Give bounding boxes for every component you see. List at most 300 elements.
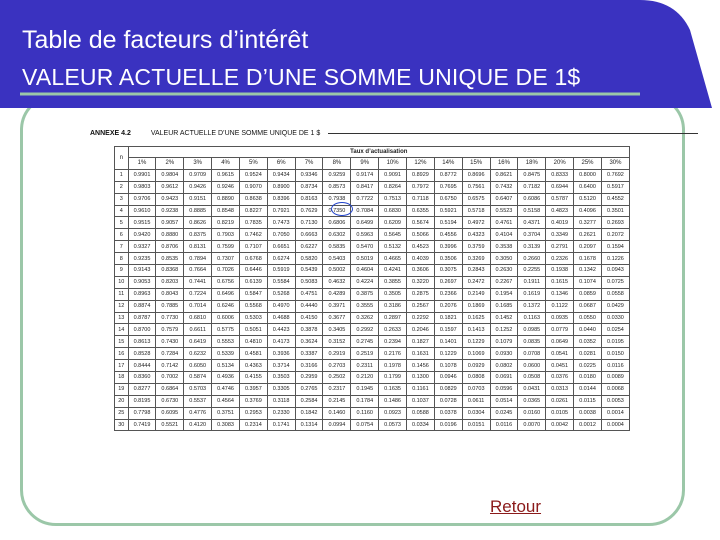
factor-cell: 0.9434	[267, 169, 295, 181]
factor-cell: 0.5553	[212, 336, 240, 348]
factor-cell: 0.1784	[351, 395, 379, 407]
factor-cell: 0.2097	[574, 241, 602, 253]
factor-cell: 0.2633	[379, 324, 407, 336]
factor-cell: 0.0089	[601, 372, 629, 384]
table-row	[115, 372, 630, 384]
rate-header-cell: 30%	[601, 158, 629, 170]
factor-cell: 0.0004	[601, 419, 629, 431]
factor-cell: 0.3152	[323, 336, 351, 348]
rate-header-cell: 1%	[128, 158, 156, 170]
factor-cell: 0.0930	[490, 348, 518, 360]
factor-cell: 0.4746	[212, 383, 240, 395]
factor-cell: 0.0014	[601, 407, 629, 419]
factor-cell: 0.1074	[574, 276, 602, 288]
factor-cell: 0.2697	[434, 276, 462, 288]
factor-cell: 0.0808	[462, 372, 490, 384]
factor-cell: 0.9143	[128, 265, 156, 277]
rate-header-cell: 14%	[434, 158, 462, 170]
factor-cell: 0.0195	[601, 336, 629, 348]
factor-cell: 0.8203	[156, 276, 184, 288]
retour-link[interactable]: Retour	[490, 497, 542, 516]
factor-cell: 0.3118	[267, 395, 295, 407]
period-cell: 10	[115, 276, 129, 288]
factor-cell: 0.0070	[518, 419, 546, 431]
factor-cell: 0.1078	[434, 360, 462, 372]
factor-cell: 0.1401	[434, 336, 462, 348]
factor-cell: 0.6499	[351, 217, 379, 229]
factor-cell: 0.7692	[601, 169, 629, 181]
factor-cell: 0.2660	[518, 253, 546, 265]
factor-cell: 0.5002	[323, 265, 351, 277]
period-cell: 17	[115, 360, 129, 372]
factor-cell: 0.5051	[239, 324, 267, 336]
factor-cell: 0.0779	[546, 324, 574, 336]
title-band	[0, 0, 712, 108]
factor-cell: 0.1945	[351, 383, 379, 395]
factor-cell: 0.1869	[462, 300, 490, 312]
factor-cell: 0.2311	[351, 360, 379, 372]
annex-header	[90, 130, 698, 137]
factor-cell: 0.4440	[295, 300, 323, 312]
table-row	[115, 253, 630, 265]
period-cell: 30	[115, 419, 129, 431]
factor-cell: 0.7432	[490, 181, 518, 193]
factor-cell: 0.9426	[184, 181, 212, 193]
factor-cell: 0.0994	[323, 419, 351, 431]
factor-cell: 0.8734	[295, 181, 323, 193]
factor-cell: 0.1685	[490, 300, 518, 312]
factor-cell: 0.5919	[267, 265, 295, 277]
factor-cell: 0.6274	[267, 253, 295, 265]
factor-cell: 0.7441	[184, 276, 212, 288]
factor-cell: 0.5847	[239, 288, 267, 300]
factor-cell: 0.0508	[518, 372, 546, 384]
factor-cell: 0.0378	[434, 407, 462, 419]
factor-cell: 0.7350	[323, 205, 351, 217]
factor-cell: 0.2255	[518, 265, 546, 277]
factor-cell: 0.6810	[184, 312, 212, 324]
factor-cell: 0.8264	[379, 181, 407, 193]
factor-cell: 0.4155	[239, 372, 267, 384]
factor-cell: 0.0573	[379, 419, 407, 431]
factor-cell: 0.6496	[212, 288, 240, 300]
factor-cell: 0.0929	[462, 360, 490, 372]
table-row	[115, 217, 630, 229]
rate-header-cell: 10%	[379, 158, 407, 170]
factor-cell: 0.8880	[156, 229, 184, 241]
factor-cell: 0.6095	[156, 407, 184, 419]
factor-cell: 0.8874	[128, 300, 156, 312]
rate-header-cell: 18%	[518, 158, 546, 170]
annex-title: VALEUR ACTUELLE D’UNE SOMME UNIQUE DE 1 $	[150, 130, 321, 137]
factor-cell: 0.9057	[156, 217, 184, 229]
factor-cell: 0.6139	[239, 276, 267, 288]
factor-cell: 0.2149	[462, 288, 490, 300]
factor-cell: 0.2791	[546, 241, 574, 253]
factor-cell: 0.0038	[574, 407, 602, 419]
factor-cell: 0.7026	[212, 265, 240, 277]
factor-cell: 0.1821	[434, 312, 462, 324]
table-row	[115, 419, 630, 431]
period-cell: 2	[115, 181, 129, 193]
factor-cell: 0.0151	[462, 419, 490, 431]
factor-cell: 0.9804	[156, 169, 184, 181]
table-row	[115, 336, 630, 348]
factor-cell: 0.3971	[323, 300, 351, 312]
factor-cell: 0.0440	[574, 324, 602, 336]
factor-cell: 0.1314	[295, 419, 323, 431]
factor-cell: 0.0451	[546, 360, 574, 372]
factor-cell: 0.7118	[407, 193, 435, 205]
rate-header-row	[115, 158, 630, 170]
factor-cell: 0.2693	[601, 217, 629, 229]
factor-cell: 0.1163	[518, 312, 546, 324]
factor-cell: 0.0254	[601, 324, 629, 336]
table-row	[115, 395, 630, 407]
factor-cell: 0.1229	[434, 348, 462, 360]
factor-cell: 0.5674	[407, 217, 435, 229]
factor-cell: 0.8573	[323, 181, 351, 193]
factor-cell: 0.8900	[267, 181, 295, 193]
factor-cell: 0.4823	[546, 205, 574, 217]
factor-cell: 0.5921	[434, 205, 462, 217]
factor-cell: 0.6663	[295, 229, 323, 241]
factor-cell: 0.0042	[546, 419, 574, 431]
factor-cell: 0.2843	[462, 265, 490, 277]
factor-cell: 0.6750	[434, 193, 462, 205]
factor-cell: 0.1954	[490, 288, 518, 300]
period-cell: 4	[115, 205, 129, 217]
factor-cell: 0.5775	[212, 324, 240, 336]
factor-cell: 0.4019	[546, 217, 574, 229]
period-cell: 12	[115, 300, 129, 312]
slide-subtitle: VALEUR ACTUELLE D’UNE SOMME UNIQUE DE 1$	[22, 64, 581, 90]
factor-cell: 0.8131	[184, 241, 212, 253]
factor-cell: 0.6400	[574, 181, 602, 193]
factor-cell: 0.0225	[574, 360, 602, 372]
factor-cell: 0.7835	[239, 217, 267, 229]
table-row	[115, 300, 630, 312]
factor-cell: 0.8163	[295, 193, 323, 205]
factor-cell: 0.8360	[128, 372, 156, 384]
rate-header-cell: 5%	[239, 158, 267, 170]
interest-factor-table-image	[86, 128, 630, 466]
factor-cell: 0.7903	[212, 229, 240, 241]
factor-cell: 0.1452	[490, 312, 518, 324]
factor-cell: 0.0115	[574, 395, 602, 407]
factor-cell: 0.9070	[239, 181, 267, 193]
highlight-circle	[331, 202, 353, 216]
factor-cell: 0.5470	[351, 241, 379, 253]
factor-cell: 0.4688	[267, 312, 295, 324]
factor-cell: 0.0261	[546, 395, 574, 407]
factor-cell: 0.2046	[407, 324, 435, 336]
factor-cell: 0.1911	[518, 276, 546, 288]
factor-cell: 0.1300	[407, 372, 435, 384]
factor-cell: 0.9259	[323, 169, 351, 181]
factor-cell: 0.6232	[184, 348, 212, 360]
factor-cell: 0.5403	[323, 253, 351, 265]
factor-cell: 0.5303	[239, 312, 267, 324]
factor-cell: 0.3305	[267, 383, 295, 395]
factor-cell: 0.3704	[518, 229, 546, 241]
factor-cell: 0.2745	[351, 336, 379, 348]
factor-cell: 0.6209	[379, 217, 407, 229]
factor-cell: 0.4604	[351, 265, 379, 277]
factor-cell: 0.8333	[546, 169, 574, 181]
factor-cell: 0.8000	[574, 169, 602, 181]
period-cell: 15	[115, 336, 129, 348]
factor-cell: 0.3349	[546, 229, 574, 241]
factor-cell: 0.1226	[601, 253, 629, 265]
annex-label: ANNEXE 4.2	[90, 130, 131, 137]
factor-cell: 0.6355	[407, 205, 435, 217]
factor-cell: 0.7722	[351, 193, 379, 205]
factor-cell: 0.0611	[462, 395, 490, 407]
factor-cell: 0.1938	[546, 265, 574, 277]
factor-cell: 0.3714	[267, 360, 295, 372]
slide-title: Table de facteurs d’intérêt	[22, 26, 309, 54]
factor-cell: 0.3996	[434, 241, 462, 253]
table-row	[115, 241, 630, 253]
factor-cell: 0.6246	[212, 300, 240, 312]
factor-cell: 0.7462	[239, 229, 267, 241]
factor-cell: 0.8548	[212, 205, 240, 217]
factor-cell: 0.2176	[379, 348, 407, 360]
factor-cell: 0.4581	[239, 348, 267, 360]
factor-cell: 0.1160	[351, 407, 379, 419]
factor-cell: 0.2326	[546, 253, 574, 265]
factor-cell: 0.0012	[574, 419, 602, 431]
factor-cell: 0.0835	[518, 336, 546, 348]
factor-cell: 0.0935	[546, 312, 574, 324]
table-row	[115, 312, 630, 324]
factor-cell: 0.7473	[267, 217, 295, 229]
factor-cell: 0.6575	[462, 193, 490, 205]
factor-cell: 0.1342	[574, 265, 602, 277]
factor-cell: 0.1456	[407, 360, 435, 372]
factor-cell: 0.7142	[156, 360, 184, 372]
factor-cell: 0.2267	[490, 276, 518, 288]
factor-cell: 0.0923	[379, 407, 407, 419]
rate-header-cell: 4%	[212, 158, 240, 170]
factor-cell: 0.2621	[574, 229, 602, 241]
factor-cell: 0.2292	[407, 312, 435, 324]
factor-cell: 0.9327	[128, 241, 156, 253]
factor-cell: 0.3166	[295, 360, 323, 372]
factor-cell: 0.7664	[184, 265, 212, 277]
factor-cell: 0.3677	[323, 312, 351, 324]
factor-cell: 0.2875	[407, 288, 435, 300]
factor-cell: 0.5019	[351, 253, 379, 265]
factor-cell: 0.3075	[434, 265, 462, 277]
factor-cell: 0.9709	[184, 169, 212, 181]
factor-cell: 0.2502	[323, 372, 351, 384]
factor-cell: 0.8535	[156, 253, 184, 265]
factor-cell: 0.6768	[239, 253, 267, 265]
factor-cell: 0.2992	[351, 324, 379, 336]
period-cell: 8	[115, 253, 129, 265]
factor-cell: 0.9612	[156, 181, 184, 193]
factor-cell: 0.8626	[184, 217, 212, 229]
period-cell: 14	[115, 324, 129, 336]
factor-cell: 0.1346	[546, 288, 574, 300]
factor-cell: 0.1615	[546, 276, 574, 288]
factor-cell: 0.8528	[128, 348, 156, 360]
factor-cell: 0.4564	[212, 395, 240, 407]
factor-cell: 0.8787	[128, 312, 156, 324]
factor-cell: 0.5645	[379, 229, 407, 241]
factor-cell: 0.6006	[212, 312, 240, 324]
factor-cell: 0.7002	[156, 372, 184, 384]
period-cell: 18	[115, 372, 129, 384]
factor-cell: 0.2314	[239, 419, 267, 431]
factor-cell: 0.5917	[601, 181, 629, 193]
factor-cell: 0.0068	[601, 383, 629, 395]
factor-cell: 0.4120	[184, 419, 212, 431]
factor-cell: 0.9053	[128, 276, 156, 288]
factor-cell: 0.0558	[601, 288, 629, 300]
factor-cell: 0.2703	[323, 360, 351, 372]
factor-cell: 0.0725	[601, 276, 629, 288]
factor-cell: 0.9803	[128, 181, 156, 193]
factor-cell: 0.2953	[239, 407, 267, 419]
factor-cell: 0.3220	[407, 276, 435, 288]
factor-cell: 0.3139	[518, 241, 546, 253]
factor-cell: 0.8396	[267, 193, 295, 205]
factor-cell: 0.4363	[239, 360, 267, 372]
factor-cell: 0.0541	[546, 348, 574, 360]
factor-cell: 0.3624	[295, 336, 323, 348]
factor-cell: 0.2630	[490, 265, 518, 277]
factor-cell: 0.1486	[379, 395, 407, 407]
factor-cell: 0.8043	[156, 288, 184, 300]
factor-cell: 0.7182	[518, 181, 546, 193]
rate-header-cell: 3%	[184, 158, 212, 170]
factor-table	[114, 146, 630, 431]
factor-cell: 0.6864	[156, 383, 184, 395]
factor-cell: 0.2076	[434, 300, 462, 312]
factor-cell: 0.0754	[351, 419, 379, 431]
factor-cell: 0.8475	[518, 169, 546, 181]
factor-cell: 0.0514	[490, 395, 518, 407]
factor-cell: 0.6407	[490, 193, 518, 205]
factor-cell: 0.0802	[490, 360, 518, 372]
factor-cell: 0.6944	[546, 181, 574, 193]
factor-cell: 0.5158	[518, 205, 546, 217]
factor-cell: 0.7513	[379, 193, 407, 205]
factor-cell: 0.9524	[239, 169, 267, 181]
factor-cell: 0.7894	[184, 253, 212, 265]
rate-header-cell: 12%	[407, 158, 435, 170]
factor-cell: 0.7730	[156, 312, 184, 324]
factor-cell: 0.5268	[267, 288, 295, 300]
period-cell: 16	[115, 348, 129, 360]
factor-cell: 0.6086	[518, 193, 546, 205]
factor-cell: 0.0596	[490, 383, 518, 395]
factor-cell: 0.1079	[490, 336, 518, 348]
factor-cell: 0.9423	[156, 193, 184, 205]
table-row	[115, 205, 630, 217]
factor-cell: 0.4761	[490, 217, 518, 229]
factor-cell: 0.4632	[323, 276, 351, 288]
group-header: Taux d’actualisation	[128, 147, 629, 158]
factor-cell: 0.1037	[407, 395, 435, 407]
factor-cell: 0.5083	[295, 276, 323, 288]
table-row	[115, 324, 630, 336]
factor-cell: 0.0053	[601, 395, 629, 407]
factor-cell: 0.0588	[407, 407, 435, 419]
table-row	[115, 265, 630, 277]
factor-cell: 0.7695	[434, 181, 462, 193]
factor-cell: 0.1631	[407, 348, 435, 360]
factor-cell: 0.2317	[323, 383, 351, 395]
factor-cell: 0.8638	[239, 193, 267, 205]
table-row	[115, 169, 630, 181]
factor-cell: 0.1161	[407, 383, 435, 395]
factor-cell: 0.0691	[490, 372, 518, 384]
factor-cell: 0.3606	[407, 265, 435, 277]
factor-cell: 0.4776	[184, 407, 212, 419]
factor-cell: 0.5120	[574, 193, 602, 205]
factor-cell: 0.7921	[267, 205, 295, 217]
factor-cell: 0.5568	[239, 300, 267, 312]
factor-cell: 0.6227	[295, 241, 323, 253]
factor-cell: 0.0330	[601, 312, 629, 324]
factor-cell: 0.6419	[184, 336, 212, 348]
factor-cell: 0.8621	[490, 169, 518, 181]
factor-cell: 0.9615	[212, 169, 240, 181]
rate-header-cell: 2%	[156, 158, 184, 170]
factor-cell: 0.0649	[546, 336, 574, 348]
factor-cell: 0.0281	[574, 348, 602, 360]
factor-cell: 0.1229	[462, 336, 490, 348]
factor-cell: 0.0429	[601, 300, 629, 312]
factor-cell: 0.7130	[295, 217, 323, 229]
factor-cell: 0.5874	[184, 372, 212, 384]
factor-cell: 0.4289	[323, 288, 351, 300]
table-header-group	[115, 147, 630, 158]
factor-cell: 0.0196	[434, 419, 462, 431]
factor-cell: 0.2120	[351, 372, 379, 384]
factor-cell: 0.4224	[351, 276, 379, 288]
factor-cell: 0.1122	[546, 300, 574, 312]
factor-cell: 0.4936	[212, 372, 240, 384]
factor-cell: 0.0105	[546, 407, 574, 419]
factor-cell: 0.6651	[267, 241, 295, 253]
factor-cell: 0.7972	[407, 181, 435, 193]
factor-cell: 0.8368	[156, 265, 184, 277]
factor-cell: 0.5787	[546, 193, 574, 205]
factor-cell: 0.5523	[490, 205, 518, 217]
factor-cell: 0.3050	[490, 253, 518, 265]
factor-cell: 0.5134	[212, 360, 240, 372]
factor-cell: 0.7419	[128, 419, 156, 431]
factor-cell: 0.5339	[212, 348, 240, 360]
factor-cell: 0.0334	[407, 419, 435, 431]
rate-header-cell: 15%	[462, 158, 490, 170]
factor-cell: 0.7084	[351, 205, 379, 217]
factor-cell: 0.5439	[295, 265, 323, 277]
factor-cell: 0.4751	[295, 288, 323, 300]
factor-cell: 0.2394	[379, 336, 407, 348]
factor-cell: 0.1597	[434, 324, 462, 336]
factor-cell: 0.5820	[295, 253, 323, 265]
period-cell: 7	[115, 241, 129, 253]
factor-cell: 0.1252	[490, 324, 518, 336]
period-cell: 19	[115, 383, 129, 395]
factor-cell: 0.7938	[323, 193, 351, 205]
